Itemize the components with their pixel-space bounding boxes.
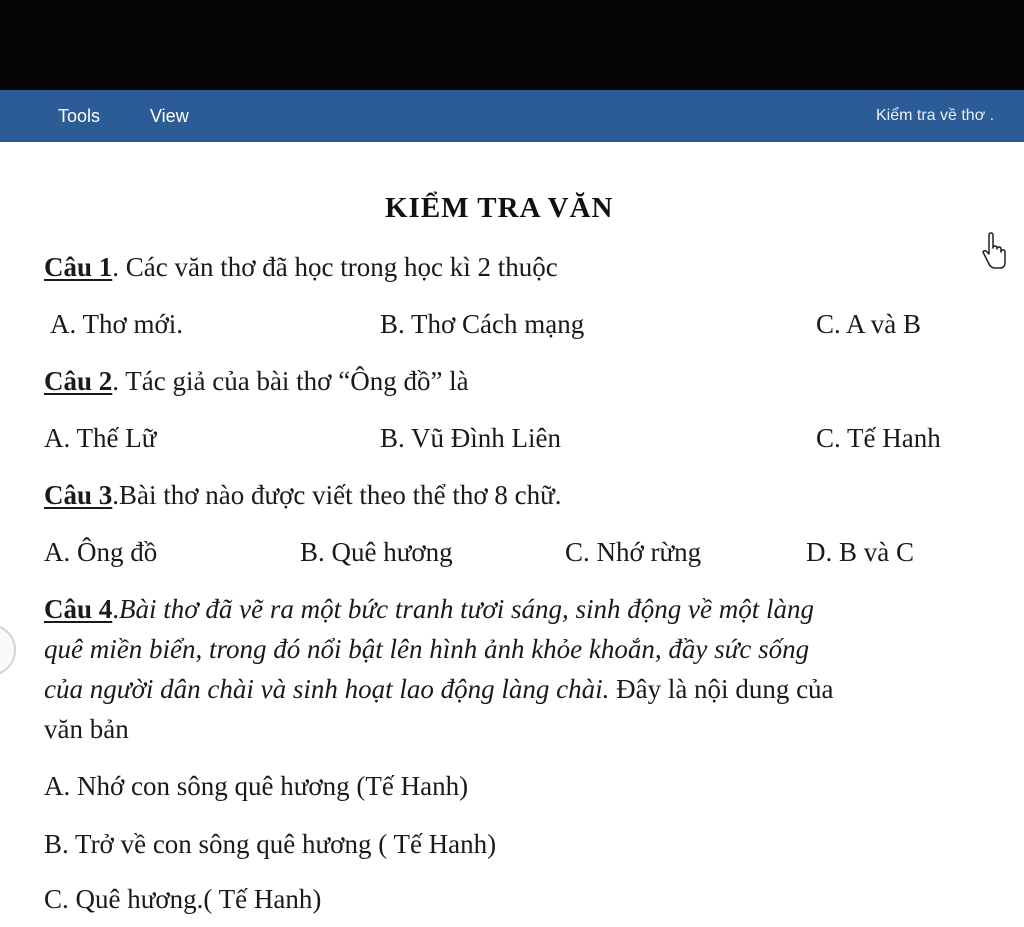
- question-4-label: Câu 4: [44, 594, 113, 624]
- question-4-tail: Đây là nội dung của: [609, 674, 834, 704]
- question-2-text: Tác giả của bài thơ “Ông đồ” là: [119, 366, 469, 396]
- question-4-text-1: Bài thơ đã vẽ ra một bức tranh tươi sáng, sinh động về một làng: [119, 594, 814, 624]
- q3-option-a[interactable]: A. Ông đồ: [44, 537, 158, 567]
- question-1-text: Các văn thơ đã học trong học kì 2 thuộc: [119, 252, 558, 282]
- question-3: [44, 480, 562, 511]
- q2-option-b[interactable]: B. Vũ Đình Liên: [380, 423, 561, 453]
- question-4-line-3: [44, 674, 834, 705]
- hand-pointer-icon: [980, 232, 1008, 272]
- q4-option-b[interactable]: B. Trở về con sông quê hương ( Tế Hanh): [44, 829, 497, 859]
- question-2-label: Câu 2: [44, 366, 113, 396]
- question-2-separator: .: [112, 366, 120, 396]
- question-1-label: Câu 1: [44, 252, 113, 282]
- q1-option-c[interactable]: C. A và B: [816, 309, 922, 339]
- window-top-bar: [0, 0, 1024, 90]
- question-4-line-2: quê miền biển, trong đó nổi bật lên hình ảnh khỏe khoắn, đầy sức sống: [44, 634, 810, 664]
- document-title: KIỂM TRA VĂN: [385, 192, 614, 224]
- question-4-line-1: [44, 594, 814, 625]
- q1-option-a[interactable]: A. Thơ mới.: [50, 309, 184, 339]
- question-3-label: Câu 3: [44, 480, 113, 510]
- question-4-text-3: của người dân chài và sinh hoạt lao động làng chài.: [44, 674, 610, 704]
- q3-option-b[interactable]: B. Quê hương: [300, 537, 453, 567]
- question-1-separator: .: [112, 252, 120, 282]
- question-1: [44, 252, 558, 283]
- document-title-tab[interactable]: Kiểm tra về thơ .: [876, 107, 995, 124]
- q4-option-c[interactable]: C. Quê hương.( Tế Hanh): [44, 884, 322, 914]
- q4-option-a[interactable]: A. Nhớ con sông quê hương (Tế Hanh): [44, 771, 469, 801]
- q2-option-c[interactable]: C. Tế Hanh: [816, 423, 941, 453]
- menu-tools[interactable]: Tools: [58, 106, 101, 126]
- question-4-line-4: văn bản: [44, 714, 129, 744]
- menu-bar: [0, 90, 1024, 142]
- q3-option-d[interactable]: D. B và C: [806, 537, 914, 567]
- question-3-separator: .: [112, 480, 120, 510]
- question-2: [44, 366, 469, 397]
- menu-view[interactable]: View: [150, 106, 189, 126]
- question-3-text: Bài thơ nào được viết theo thể thơ 8 chữ.: [119, 480, 562, 510]
- q2-option-a[interactable]: A. Thế Lữ: [44, 423, 157, 453]
- question-4-separator: .: [112, 594, 120, 624]
- q3-option-c[interactable]: C. Nhớ rừng: [565, 537, 702, 567]
- q1-option-b[interactable]: B. Thơ Cách mạng: [380, 309, 585, 339]
